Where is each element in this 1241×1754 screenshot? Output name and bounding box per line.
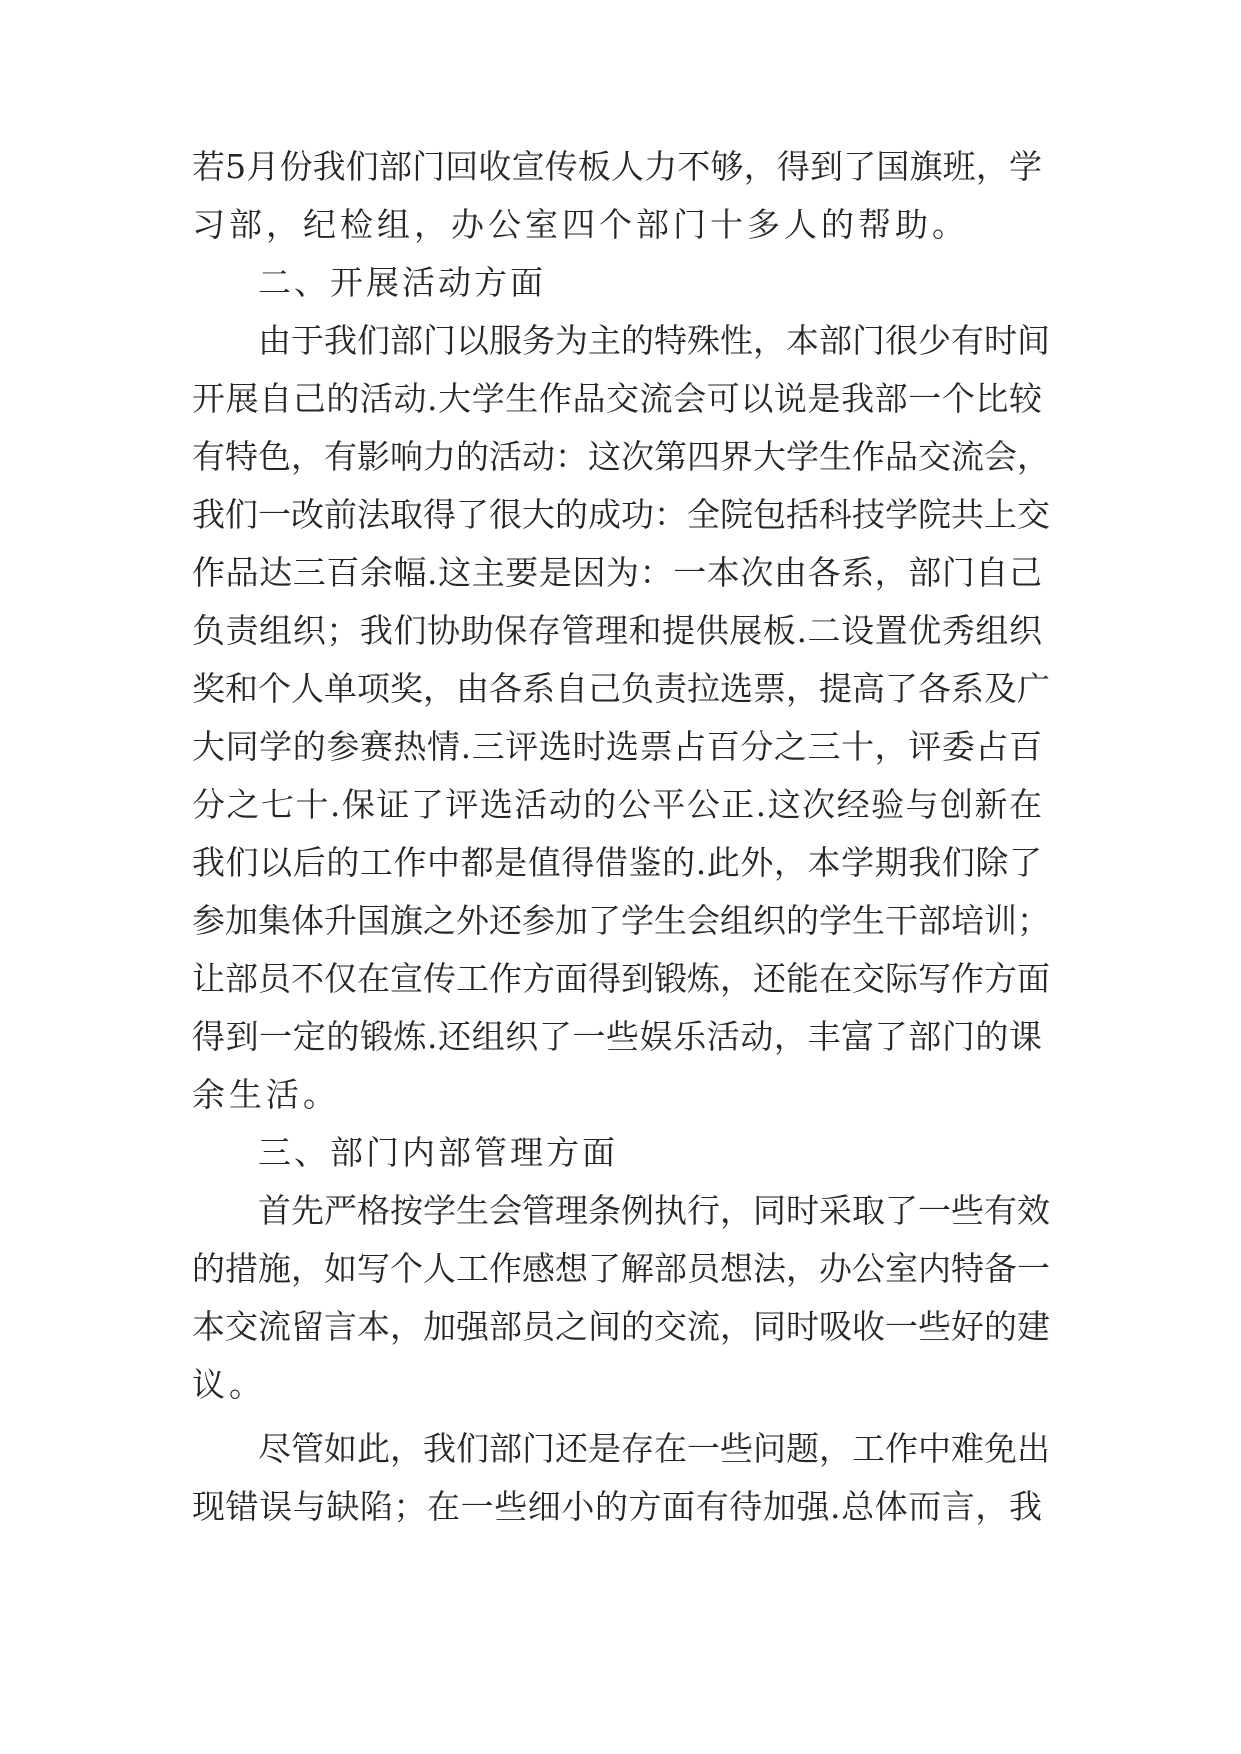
section-heading: 三、部门内部管理方面 xyxy=(258,1133,618,1172)
text-line: 我们以后的工作中都是值得借鉴的.此外，本学期我们除了 xyxy=(192,843,1042,882)
text-line: 由于我们部门以服务为主的特殊性，本部门很少有时间 xyxy=(258,321,1050,360)
text-line: 若5月份我们部门回收宣传板人力不够，得到了国旗班，学 xyxy=(192,147,1042,186)
section-heading: 二、开展活动方面 xyxy=(258,263,546,302)
text-line: 我们一改前法取得了很大的成功：全院包括科技学院共上交 xyxy=(192,495,1050,534)
text-line: 尽管如此，我们部门还是存在一些问题，工作中难免出 xyxy=(258,1429,1050,1468)
text-line: 开展自己的活动.大学生作品交流会可以说是我部一个比较 xyxy=(192,379,1042,418)
text-line: 的措施，如写个人工作感想了解部员想法，办公室内特备一 xyxy=(192,1249,1050,1288)
text-line: 有特色，有影响力的活动：这次第四界大学生作品交流会， xyxy=(192,437,1050,476)
text-line: 负责组织；我们协助保存管理和提供展板.二设置优秀组织 xyxy=(192,611,1042,650)
text-line: 习部，纪检组，办公室四个部门十多人的帮助。 xyxy=(192,205,969,244)
text-line: 大同学的参赛热情.三评选时选票占百分之三十，评委占百 xyxy=(192,727,1042,766)
text-line: 分之七十.保证了评选活动的公平公正.这次经验与创新在 xyxy=(192,785,1042,824)
text-line: 得到一定的锻炼.还组织了一些娱乐活动，丰富了部门的课 xyxy=(192,1017,1042,1056)
text-line: 本交流留言本，加强部员之间的交流，同时吸收一些好的建 xyxy=(192,1307,1050,1346)
text-line: 现错误与缺陷；在一些细小的方面有待加强.总体而言，我 xyxy=(192,1487,1042,1526)
text-line: 议。 xyxy=(192,1365,266,1404)
text-line: 参加集体升国旗之外还参加了学生会组织的学生干部培训； xyxy=(192,901,1050,940)
text-line: 让部员不仅在宣传工作方面得到锻炼，还能在交际写作方面 xyxy=(192,959,1050,998)
text-line: 作品达三百余幅.这主要是因为：一本次由各系，部门自己 xyxy=(192,553,1042,592)
text-line: 余生活。 xyxy=(192,1075,340,1114)
text-line: 首先严格按学生会管理条例执行，同时采取了一些有效 xyxy=(258,1191,1050,1230)
text-line: 奖和个人单项奖，由各系自己负责拉选票，提高了各系及广 xyxy=(192,669,1050,708)
